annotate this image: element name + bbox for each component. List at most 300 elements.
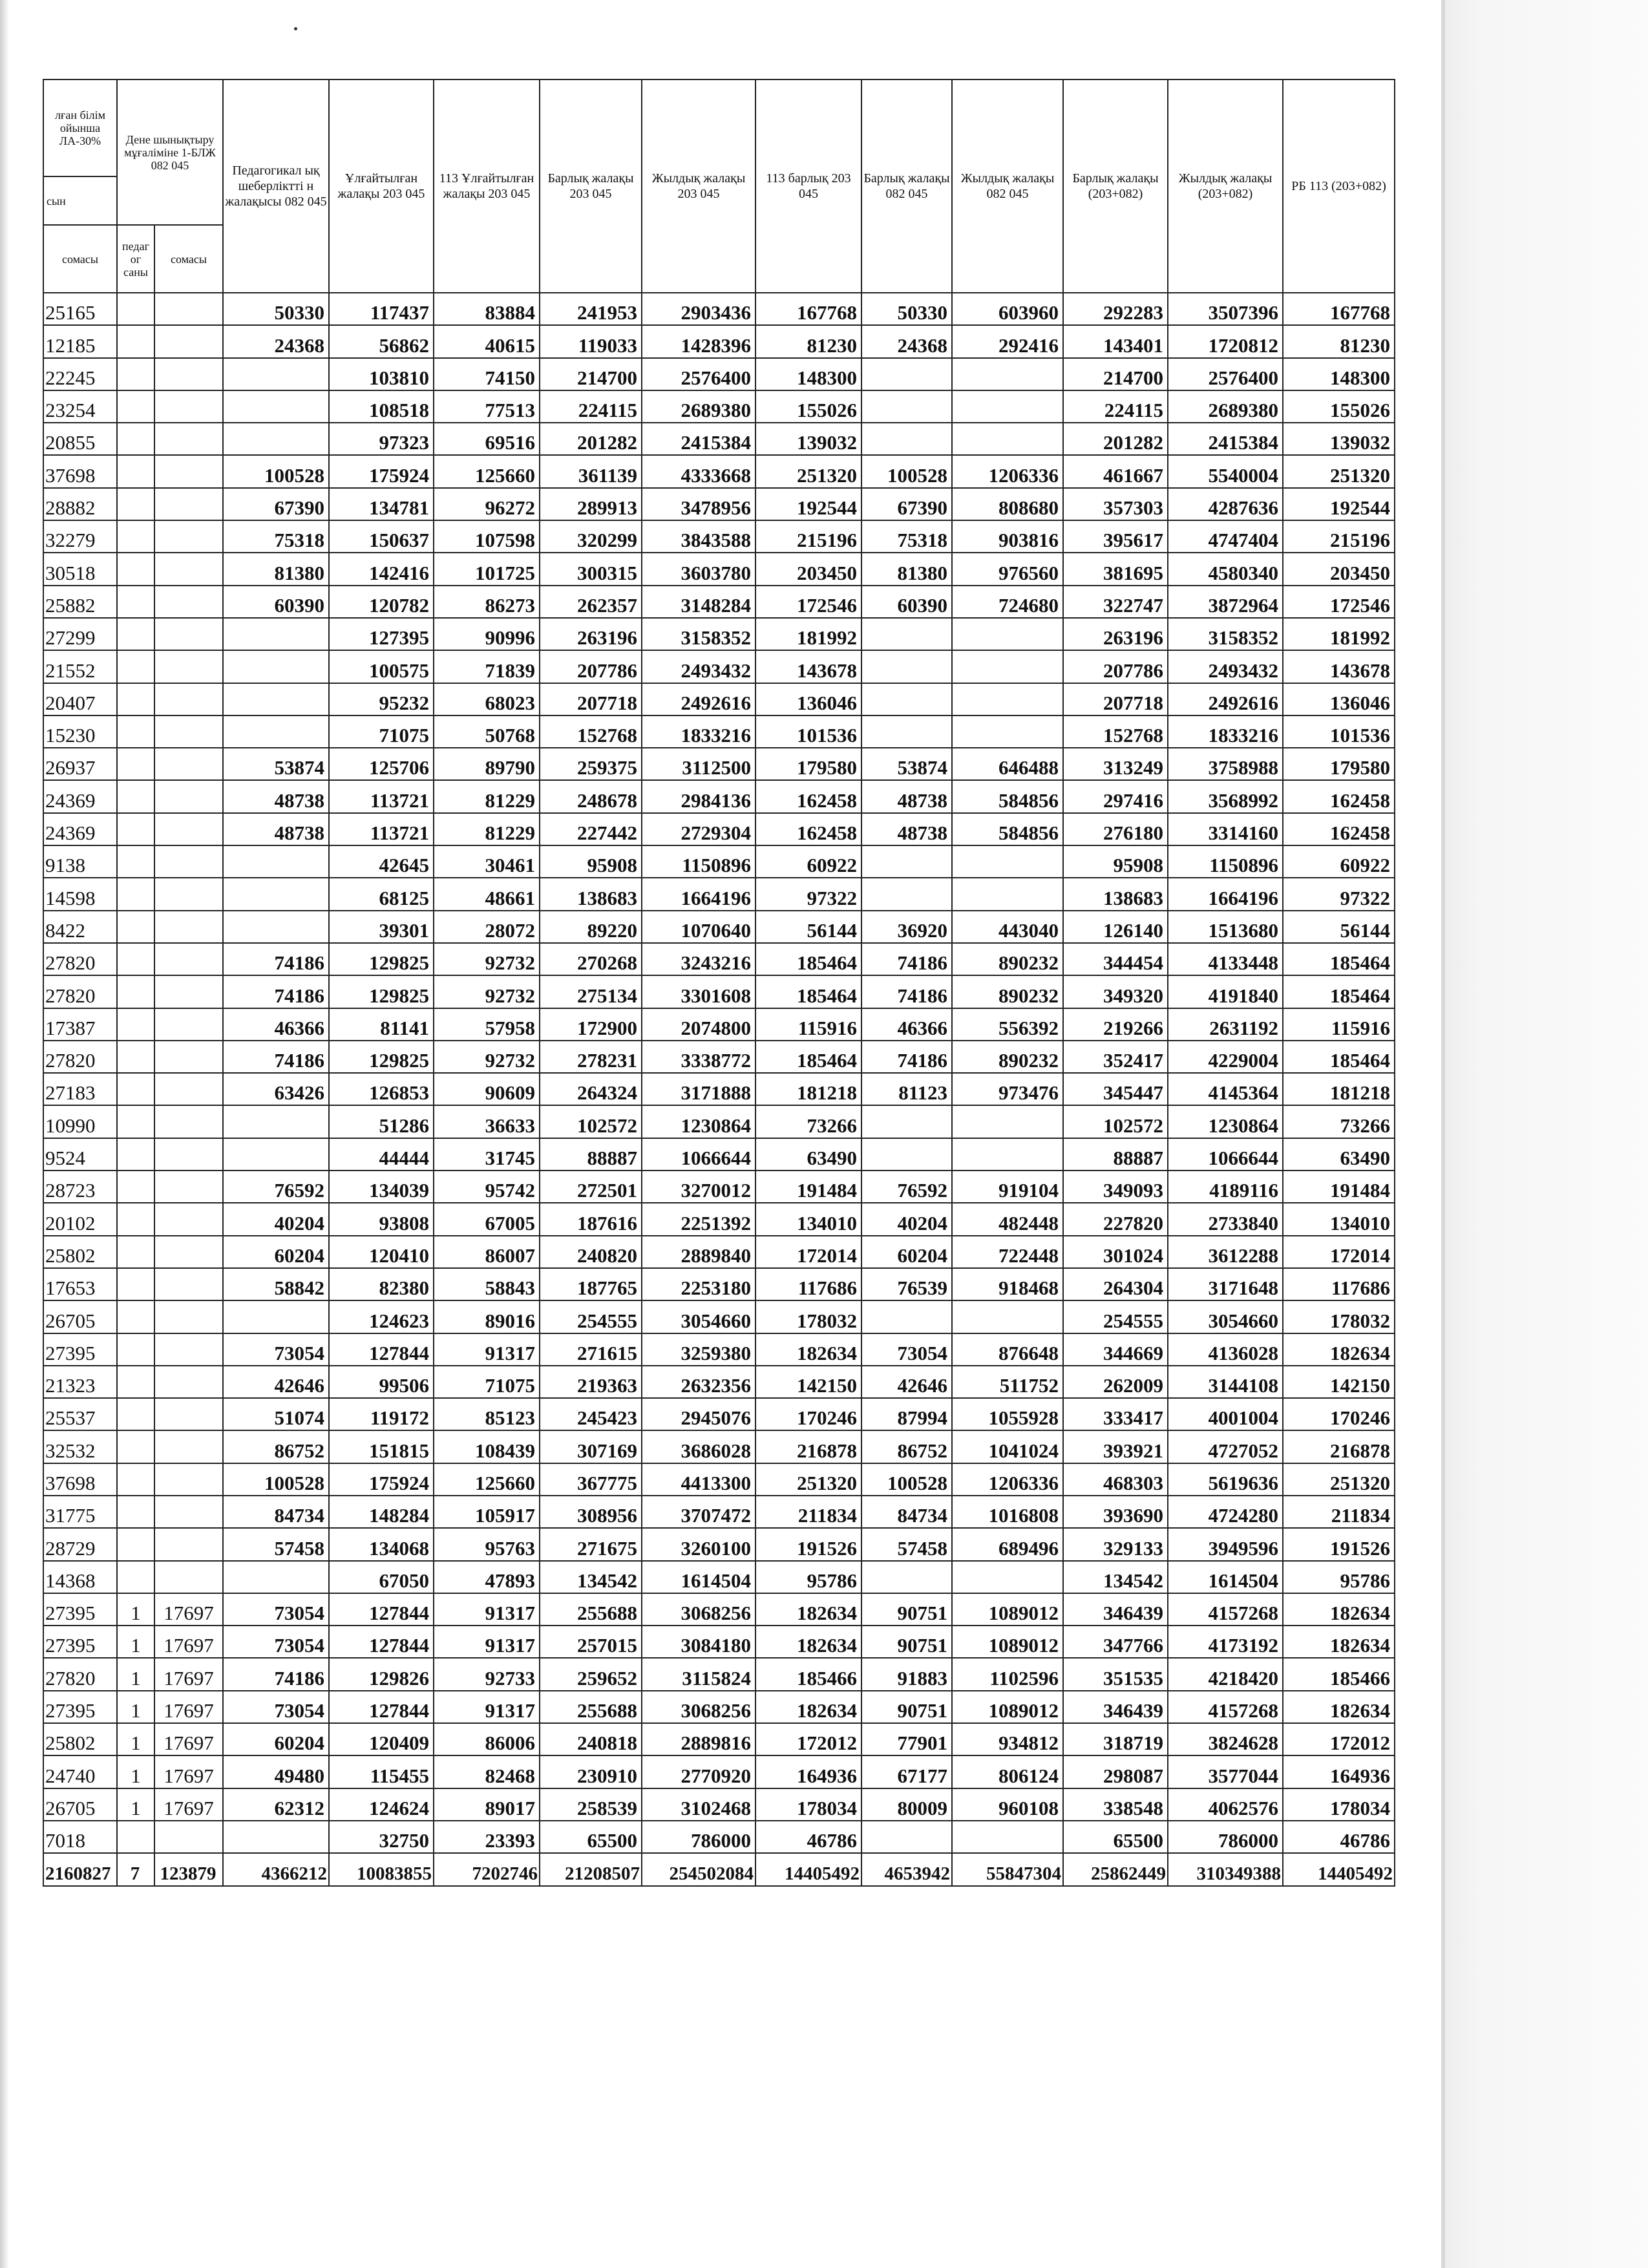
table-cell: 172546 [1283, 586, 1395, 618]
table-cell: 178032 [1283, 1300, 1395, 1333]
table-cell: 3260100 [642, 1528, 755, 1560]
table-cell: 3158352 [642, 618, 755, 650]
table-cell: 890232 [952, 975, 1063, 1008]
table-cell: 1089012 [952, 1593, 1063, 1626]
table-cell: 254555 [1063, 1300, 1168, 1333]
scan-edge-shadow [0, 0, 9, 2268]
table-cell: 211834 [1283, 1496, 1395, 1528]
table-cell [154, 618, 223, 650]
table-cell: 511752 [952, 1366, 1063, 1398]
table-cell: 203450 [1283, 553, 1395, 585]
table-cell: 136046 [1283, 683, 1395, 715]
table-cell: 23393 [434, 1821, 540, 1853]
table-cell: 17697 [154, 1626, 223, 1658]
table-cell [117, 358, 154, 390]
table-cell: 58842 [223, 1268, 329, 1300]
table-cell: 81380 [223, 553, 329, 585]
table-cell: 192544 [1283, 488, 1395, 520]
table-cell: 91883 [861, 1658, 952, 1690]
table-cell [952, 878, 1063, 910]
table-cell: 127395 [329, 618, 434, 650]
table-row [43, 1041, 1395, 1073]
table-cell: 3577044 [1168, 1755, 1283, 1788]
table-cell: 143678 [755, 650, 861, 683]
table-cell [117, 780, 154, 812]
table-cell: 1 [117, 1593, 154, 1626]
table-cell: 91317 [434, 1691, 540, 1723]
table-cell: 73054 [223, 1333, 329, 1366]
table-cell: 211834 [755, 1496, 861, 1528]
table-cell: 81141 [329, 1008, 434, 1041]
table-cell: 219266 [1063, 1008, 1168, 1041]
table-cell: 92733 [434, 1658, 540, 1690]
table-cell [117, 586, 154, 618]
table-row [43, 845, 1395, 878]
table-cell: 2074800 [642, 1008, 755, 1041]
table-cell: 2903436 [642, 293, 755, 325]
table-cell: 95786 [755, 1561, 861, 1593]
table-cell: 74150 [434, 358, 540, 390]
table-cell: 2889840 [642, 1236, 755, 1268]
table-cell: 17697 [154, 1593, 223, 1626]
table-row [43, 748, 1395, 780]
table-row [43, 423, 1395, 455]
header-edu-sub: сын [43, 176, 117, 225]
table-cell: 25165 [43, 293, 117, 325]
table-cell: 187765 [540, 1268, 642, 1300]
table-cell: 1614504 [642, 1561, 755, 1593]
table-cell: 2492616 [1168, 683, 1283, 715]
table-cell: 3054660 [642, 1300, 755, 1333]
table-cell: 148300 [755, 358, 861, 390]
table-cell: 3171648 [1168, 1268, 1283, 1300]
table-cell [223, 423, 329, 455]
table-cell: 51074 [223, 1398, 329, 1430]
table-cell [117, 618, 154, 650]
table-cell: 90996 [434, 618, 540, 650]
table-cell: 2689380 [642, 390, 755, 423]
table-cell: 2576400 [642, 358, 755, 390]
table-cell: 255688 [540, 1593, 642, 1626]
table-cell: 254555 [540, 1300, 642, 1333]
table-cell: 3507396 [1168, 293, 1283, 325]
table-cell: 344454 [1063, 943, 1168, 975]
table-cell: 17653 [43, 1268, 117, 1300]
header-total-salary-082: Барлық жалақы 082 045 [861, 79, 952, 293]
table-cell [154, 455, 223, 487]
table-row [43, 1300, 1395, 1333]
table-cell: 155026 [755, 390, 861, 423]
table-cell: 14598 [43, 878, 117, 910]
table-cell: 2493432 [642, 650, 755, 683]
table-cell: 129826 [329, 1658, 434, 1690]
table-row [43, 1691, 1395, 1723]
table-cell: 215196 [1283, 520, 1395, 553]
table-cell: 136046 [755, 683, 861, 715]
table-cell: 24369 [43, 813, 117, 845]
table-cell: 73266 [1283, 1105, 1395, 1138]
table-cell: 88887 [1063, 1138, 1168, 1171]
table-cell [952, 618, 1063, 650]
table-cell [117, 878, 154, 910]
table-cell [223, 1138, 329, 1171]
table-cell: 201282 [540, 423, 642, 455]
table-cell: 4191840 [1168, 975, 1283, 1008]
table-cell [117, 845, 154, 878]
table-row [43, 1755, 1395, 1788]
header-113-total-203: 113 барлық 203 045 [755, 79, 861, 293]
table-cell: 134039 [329, 1171, 434, 1203]
table-cell: 3102468 [642, 1788, 755, 1821]
table-cell: 102572 [1063, 1105, 1168, 1138]
table-cell: 344669 [1063, 1333, 1168, 1366]
table-row [43, 1203, 1395, 1235]
table-cell: 80009 [861, 1788, 952, 1821]
table-cell: 139032 [1283, 423, 1395, 455]
table-cell: 3568992 [1168, 780, 1283, 812]
table-cell: 182634 [755, 1333, 861, 1366]
table-cell: 99506 [329, 1366, 434, 1398]
table-cell: 97323 [329, 423, 434, 455]
table-cell [154, 423, 223, 455]
table-cell [117, 715, 154, 748]
table-cell: 722448 [952, 1236, 1063, 1268]
table-cell: 240820 [540, 1236, 642, 1268]
table-cell: 806124 [952, 1755, 1063, 1788]
table-cell: 2415384 [642, 423, 755, 455]
table-cell: 257015 [540, 1626, 642, 1658]
table-cell: 82380 [329, 1268, 434, 1300]
total-cell: 21208507 [540, 1853, 642, 1885]
table-cell: 4333668 [642, 455, 755, 487]
table-row [43, 1463, 1395, 1496]
table-row [43, 586, 1395, 618]
table-cell: 27395 [43, 1593, 117, 1626]
table-cell [154, 1138, 223, 1171]
table-cell: 50768 [434, 715, 540, 748]
table-cell: 185464 [755, 1041, 861, 1073]
table-cell: 351535 [1063, 1658, 1168, 1690]
total-cell: 10083855 [329, 1853, 434, 1885]
table-cell: 14368 [43, 1561, 117, 1593]
table-cell: 81229 [434, 780, 540, 812]
table-cell: 56144 [755, 911, 861, 943]
table-cell: 37698 [43, 455, 117, 487]
table-cell [117, 813, 154, 845]
salary-table [43, 79, 1395, 1887]
table-cell: 4287636 [1168, 488, 1283, 520]
table-cell: 48738 [861, 780, 952, 812]
table-cell: 259375 [540, 748, 642, 780]
table-cell: 46366 [861, 1008, 952, 1041]
header-annual-salary-all: Жылдық жалақы (203+082) [1168, 79, 1283, 293]
table-cell: 73054 [223, 1691, 329, 1723]
table-cell: 134010 [755, 1203, 861, 1235]
table-cell: 42646 [223, 1366, 329, 1398]
table-cell: 289913 [540, 488, 642, 520]
table-row [43, 650, 1395, 683]
table-row [43, 1496, 1395, 1528]
table-cell: 2253180 [642, 1268, 755, 1300]
table-cell: 216878 [1283, 1430, 1395, 1463]
table-cell: 125660 [434, 455, 540, 487]
table-cell [223, 715, 329, 748]
table-row [43, 1073, 1395, 1105]
header-total-salary-203: Барлық жалақы 203 045 [540, 79, 642, 293]
table-cell: 108518 [329, 390, 434, 423]
table-cell: 4747404 [1168, 520, 1283, 553]
table-cell: 262009 [1063, 1366, 1168, 1398]
table-cell [154, 943, 223, 975]
table-cell: 127844 [329, 1626, 434, 1658]
table-cell: 973476 [952, 1073, 1063, 1105]
header-total-salary-all: Барлық жалақы (203+082) [1063, 79, 1168, 293]
table-cell: 120782 [329, 586, 434, 618]
table-cell: 976560 [952, 553, 1063, 585]
table-row [43, 1105, 1395, 1138]
table-cell: 74186 [223, 1658, 329, 1690]
table-cell: 53874 [223, 748, 329, 780]
table-cell: 3872964 [1168, 586, 1283, 618]
table-cell: 264324 [540, 1073, 642, 1105]
table-cell: 73054 [223, 1593, 329, 1626]
table-cell: 1206336 [952, 1463, 1063, 1496]
table-cell: 44444 [329, 1138, 434, 1171]
table-cell: 192544 [755, 488, 861, 520]
table-cell: 56144 [1283, 911, 1395, 943]
table-cell: 27820 [43, 943, 117, 975]
table-cell: 67390 [861, 488, 952, 520]
table-cell [223, 1105, 329, 1138]
table-cell [861, 1138, 952, 1171]
table-row [43, 1723, 1395, 1755]
table-cell [117, 1300, 154, 1333]
table-cell [154, 1398, 223, 1430]
table-cell: 1 [117, 1788, 154, 1821]
table-cell: 4218420 [1168, 1658, 1283, 1690]
table-cell: 2984136 [642, 780, 755, 812]
table-cell [154, 845, 223, 878]
table-cell: 182634 [1283, 1626, 1395, 1658]
table-cell: 2631192 [1168, 1008, 1283, 1041]
table-cell: 214700 [540, 358, 642, 390]
table-row [43, 911, 1395, 943]
table-cell: 17697 [154, 1755, 223, 1788]
table-cell: 3478956 [642, 488, 755, 520]
table-cell: 81380 [861, 553, 952, 585]
table-cell: 182634 [1283, 1691, 1395, 1723]
table-cell: 150637 [329, 520, 434, 553]
table-cell [952, 358, 1063, 390]
table-cell: 65500 [540, 1821, 642, 1853]
table-cell: 86752 [223, 1430, 329, 1463]
table-cell [117, 1236, 154, 1268]
table-cell: 181218 [755, 1073, 861, 1105]
table-cell: 86007 [434, 1236, 540, 1268]
table-cell: 32750 [329, 1821, 434, 1853]
table-cell: 2492616 [642, 683, 755, 715]
table-row [43, 390, 1395, 423]
table-cell [861, 1300, 952, 1333]
total-cell: 2160827 [43, 1853, 117, 1885]
table-cell: 1720812 [1168, 325, 1283, 357]
table-cell: 73054 [223, 1626, 329, 1658]
table-cell: 100575 [329, 650, 434, 683]
table-cell: 1 [117, 1658, 154, 1690]
table-cell: 162458 [755, 780, 861, 812]
table-cell: 164936 [1283, 1755, 1395, 1788]
table-cell: 86006 [434, 1723, 540, 1755]
table-cell: 10990 [43, 1105, 117, 1138]
table-cell: 50330 [861, 293, 952, 325]
header-increased-salary: Ұлғайтылған жалақы 203 045 [329, 79, 434, 293]
table-cell: 393921 [1063, 1430, 1168, 1463]
table-cell [223, 1300, 329, 1333]
table-cell: 25537 [43, 1398, 117, 1430]
table-cell [154, 1528, 223, 1560]
table-row [43, 780, 1395, 812]
table-cell: 143401 [1063, 325, 1168, 357]
table-cell: 395617 [1063, 520, 1168, 553]
table-cell: 30461 [434, 845, 540, 878]
table-cell: 1513680 [1168, 911, 1283, 943]
table-cell [223, 845, 329, 878]
table-cell: 162458 [1283, 780, 1395, 812]
table-cell [861, 1821, 952, 1853]
table-cell: 170246 [755, 1398, 861, 1430]
table-cell: 89220 [540, 911, 642, 943]
table-cell: 117686 [1283, 1268, 1395, 1300]
table-cell: 918468 [952, 1268, 1063, 1300]
table-cell: 786000 [1168, 1821, 1283, 1853]
table-cell: 119033 [540, 325, 642, 357]
total-cell: 123879 [154, 1853, 223, 1885]
table-cell: 71839 [434, 650, 540, 683]
table-cell: 81229 [434, 813, 540, 845]
table-cell: 48738 [223, 813, 329, 845]
table-cell [117, 1398, 154, 1430]
table-cell [154, 1041, 223, 1073]
table-cell: 181992 [1283, 618, 1395, 650]
table-cell: 271675 [540, 1528, 642, 1560]
table-cell: 24369 [43, 780, 117, 812]
table-cell: 3843588 [642, 520, 755, 553]
table-cell: 443040 [952, 911, 1063, 943]
table-cell: 31775 [43, 1496, 117, 1528]
table-cell: 227820 [1063, 1203, 1168, 1235]
table-cell: 191484 [755, 1171, 861, 1203]
table-cell [154, 1300, 223, 1333]
table-cell: 960108 [952, 1788, 1063, 1821]
table-cell: 179580 [1283, 748, 1395, 780]
table-cell: 76539 [861, 1268, 952, 1300]
table-cell: 338548 [1063, 1788, 1168, 1821]
table-row [43, 520, 1395, 553]
table-cell: 129825 [329, 975, 434, 1008]
table-cell: 129825 [329, 1041, 434, 1073]
table-cell: 381695 [1063, 553, 1168, 585]
table-cell: 47893 [434, 1561, 540, 1593]
table-cell: 42645 [329, 845, 434, 878]
table-cell [861, 650, 952, 683]
table-cell [117, 553, 154, 585]
table-body [43, 293, 1395, 1886]
table-cell: 307169 [540, 1430, 642, 1463]
table-cell [952, 1105, 1063, 1138]
table-cell: 2733840 [1168, 1203, 1283, 1235]
table-cell: 182634 [1283, 1593, 1395, 1626]
table-cell: 57458 [861, 1528, 952, 1560]
table-row [43, 1658, 1395, 1690]
table-cell: 63490 [1283, 1138, 1395, 1171]
table-cell: 46786 [755, 1821, 861, 1853]
table-cell [117, 488, 154, 520]
table-cell: 134010 [1283, 1203, 1395, 1235]
table-cell: 4727052 [1168, 1430, 1283, 1463]
table-cell: 67050 [329, 1561, 434, 1593]
table-cell: 333417 [1063, 1398, 1168, 1430]
table-cell: 17387 [43, 1008, 117, 1041]
table-cell: 227442 [540, 813, 642, 845]
table-cell: 175924 [329, 455, 434, 487]
table-cell: 207718 [540, 683, 642, 715]
table-cell: 62312 [223, 1788, 329, 1821]
table-cell: 74186 [223, 943, 329, 975]
table-cell [154, 748, 223, 780]
table-cell: 100528 [861, 455, 952, 487]
table-cell [117, 455, 154, 487]
table-row [43, 553, 1395, 585]
table-cell [154, 1236, 223, 1268]
table-cell [154, 1171, 223, 1203]
table-cell [154, 1496, 223, 1528]
table-cell: 271615 [540, 1333, 642, 1366]
table-cell: 301024 [1063, 1236, 1168, 1268]
table-cell [154, 780, 223, 812]
table-cell: 5540004 [1168, 455, 1283, 487]
table-cell: 178032 [755, 1300, 861, 1333]
table-cell: 4173192 [1168, 1626, 1283, 1658]
table-cell: 36920 [861, 911, 952, 943]
table-cell: 17697 [154, 1658, 223, 1690]
header-pe-count: педаг ог саны [117, 225, 154, 293]
table-cell: 60204 [861, 1236, 952, 1268]
table-row [43, 1528, 1395, 1560]
table-cell: 241953 [540, 293, 642, 325]
table-cell: 22245 [43, 358, 117, 390]
scan-speck [294, 27, 297, 30]
table-cell: 786000 [642, 1821, 755, 1853]
table-cell [154, 1430, 223, 1463]
table-cell: 20407 [43, 683, 117, 715]
table-cell [223, 358, 329, 390]
table-cell: 3115824 [642, 1658, 755, 1690]
table-cell: 83884 [434, 293, 540, 325]
table-cell: 4133448 [1168, 943, 1283, 975]
table-cell: 903816 [952, 520, 1063, 553]
table-cell: 127844 [329, 1691, 434, 1723]
table-row [43, 1366, 1395, 1398]
table-cell: 32279 [43, 520, 117, 553]
table-cell: 119172 [329, 1398, 434, 1430]
table-cell: 9524 [43, 1138, 117, 1171]
table-cell: 1070640 [642, 911, 755, 943]
table-cell: 67177 [861, 1755, 952, 1788]
table-row [43, 975, 1395, 1008]
table-cell: 1150896 [1168, 845, 1283, 878]
table-cell: 278231 [540, 1041, 642, 1073]
table-cell: 101725 [434, 553, 540, 585]
